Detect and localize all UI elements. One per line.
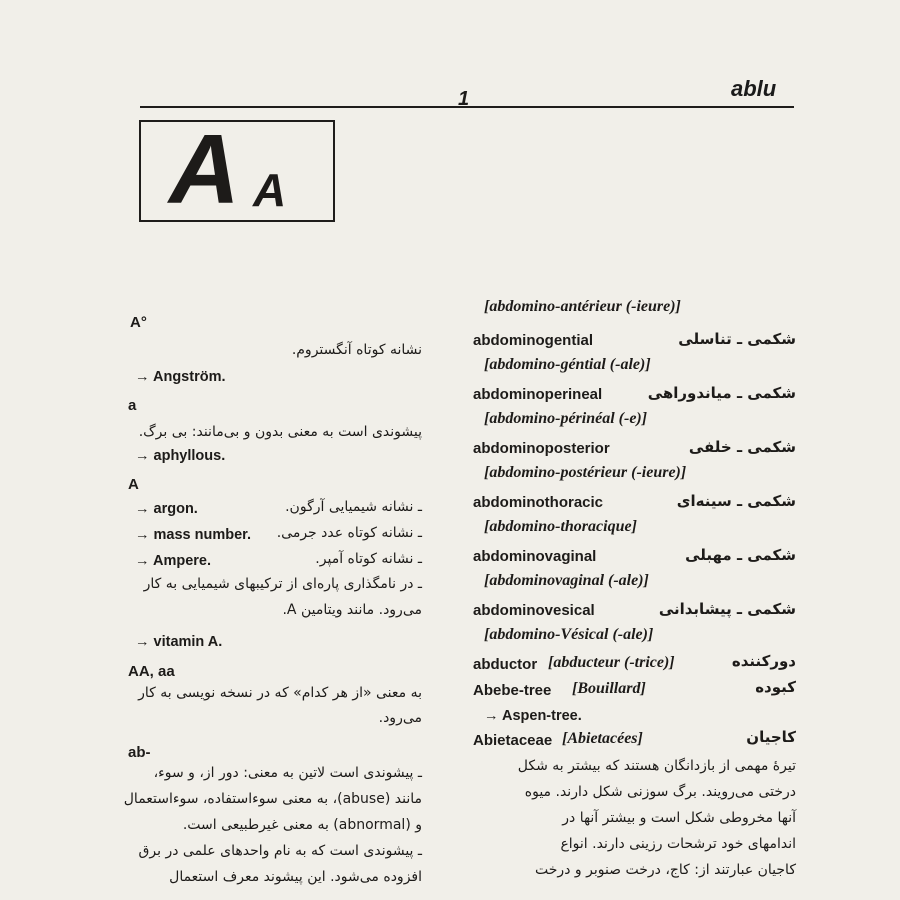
entry-definition: ـ نشانه شیمیایی آرگون.: [285, 499, 422, 515]
entry-definition: اندامهای خود ترشحات رزینی دارند. انواع: [560, 836, 796, 852]
entry-headword: A: [128, 476, 139, 493]
persian-equivalent: شکمی ـ خلفی: [688, 438, 796, 456]
entry-definition: نشانه کوتاه آنگستروم.: [291, 342, 422, 358]
persian-equivalent: شکمی ـ تناسلی: [678, 330, 796, 348]
persian-equivalent: شکمی ـ مهبلی: [685, 546, 796, 564]
entry-headword: a: [128, 397, 137, 414]
persian-equivalent: شکمی ـ پیشابدانی: [658, 600, 796, 618]
entry-definition: درختی می‌رویند. برگ سوزنی شکل دارند. میوه: [524, 784, 796, 800]
letter-heading-large: A: [169, 114, 240, 224]
french-equivalent: [abducteur (-trice)]: [548, 654, 675, 671]
cross-reference: → Ampere.: [135, 553, 212, 569]
entry-definition: آنها مخروطی شکل است و بیشتر آنها در: [562, 810, 796, 826]
cross-reference: → Aspen-tree.: [484, 708, 582, 724]
persian-equivalent: کبوده: [755, 678, 796, 696]
persian-equivalent: دورکننده: [731, 652, 796, 670]
entry-headword: abdominogential: [473, 332, 593, 349]
french-equivalent: [abdominovaginal (-ale)]: [484, 572, 649, 589]
french-equivalent: [abdomino-périnéal (-e)]: [484, 410, 648, 427]
entry-definition: پیشوندی است به معنی بدون و بی‌مانند: بی برگ.: [138, 424, 422, 440]
french-equivalent: [abdomino-Vésical (-ale)]: [484, 626, 654, 643]
header-rule: [140, 106, 794, 108]
persian-equivalent: شکمی ـ میاندوراهی: [647, 384, 796, 402]
entry-definition: ـ در نامگذاری پاره‌ای از ترکیبهای شیمیایی به کار: [143, 576, 422, 592]
french-equivalent: [abdomino-géntial (-ale)]: [484, 356, 651, 373]
guide-word: ablu: [731, 76, 777, 101]
entry-definition: افزوده می‌شود. این پیشوند معرف استعمال: [169, 869, 422, 885]
cross-reference: → mass number.: [135, 527, 252, 543]
entry-headword: abductor: [473, 656, 538, 673]
entry-definition: می‌رود. مانند ویتامین A.: [282, 602, 422, 618]
entry-headword: ab-: [128, 744, 151, 761]
french-equivalent: [abdomino-postérieur (-ieure)]: [484, 464, 687, 481]
entry-definition: مانند (abuse)، به معنی سوءاستفاده، سوءاستعمال: [123, 791, 422, 807]
cross-reference: → vitamin A.: [135, 634, 223, 650]
entry-headword: A°: [130, 314, 147, 331]
cross-reference: → aphyllous.: [135, 448, 226, 464]
entry-headword: abdominovesical: [473, 602, 595, 619]
page-number: 1: [458, 88, 470, 110]
cross-reference: → Angström.: [135, 369, 226, 385]
entry-headword: AA, aa: [128, 663, 175, 680]
entry-definition: ـ نشانه کوتاه عدد جرمی.: [276, 525, 422, 541]
entry-headword: Abebe-tree: [473, 682, 552, 699]
entry-headword: Abietaceae: [473, 732, 553, 749]
entry-definition: می‌رود.: [378, 710, 422, 726]
cross-reference: → argon.: [135, 501, 198, 517]
persian-equivalent: کاجیان: [746, 728, 796, 746]
entry-definition: کاجیان عبارتند از: کاج، درخت صنوبر و درخت: [535, 862, 796, 878]
french-equivalent: [abdomino-thoracique]: [484, 518, 637, 535]
letter-heading-box: [139, 114, 335, 224]
entry-definition: به معنی «از هر کدام» که در نسخه نویسی به کار: [138, 685, 422, 701]
french-equivalent: [Abietacées]: [562, 730, 643, 747]
entry-headword: abdominovaginal: [473, 548, 597, 565]
persian-equivalent: شکمی ـ سینه‌ای: [676, 492, 796, 510]
entry-headword: abdominothoracic: [473, 494, 604, 511]
entry-definition: ـ پیشوندی است لاتین به معنی: دور از، و سوء،: [153, 765, 422, 781]
entry-definition: ـ نشانه کوتاه آمپر.: [315, 551, 422, 567]
entry-headword: abdominoperineal: [473, 386, 603, 403]
french-equivalent: [Bouillard]: [572, 680, 646, 697]
entry-definition: و (abnormal) به معنی غیرطبیعی است.: [182, 817, 422, 833]
letter-heading-small: A: [253, 164, 287, 216]
entry-headword: abdominoposterior: [473, 440, 610, 457]
entry-definition: تیرهٔ مهمی از بازدانگان هستند که بیشتر به شکل: [517, 758, 796, 774]
french-equivalent: [abdomino-antérieur (-ieure)]: [484, 298, 681, 315]
entry-definition: ـ پیشوندی است که به نام واحدهای علمی در برق: [138, 843, 422, 859]
